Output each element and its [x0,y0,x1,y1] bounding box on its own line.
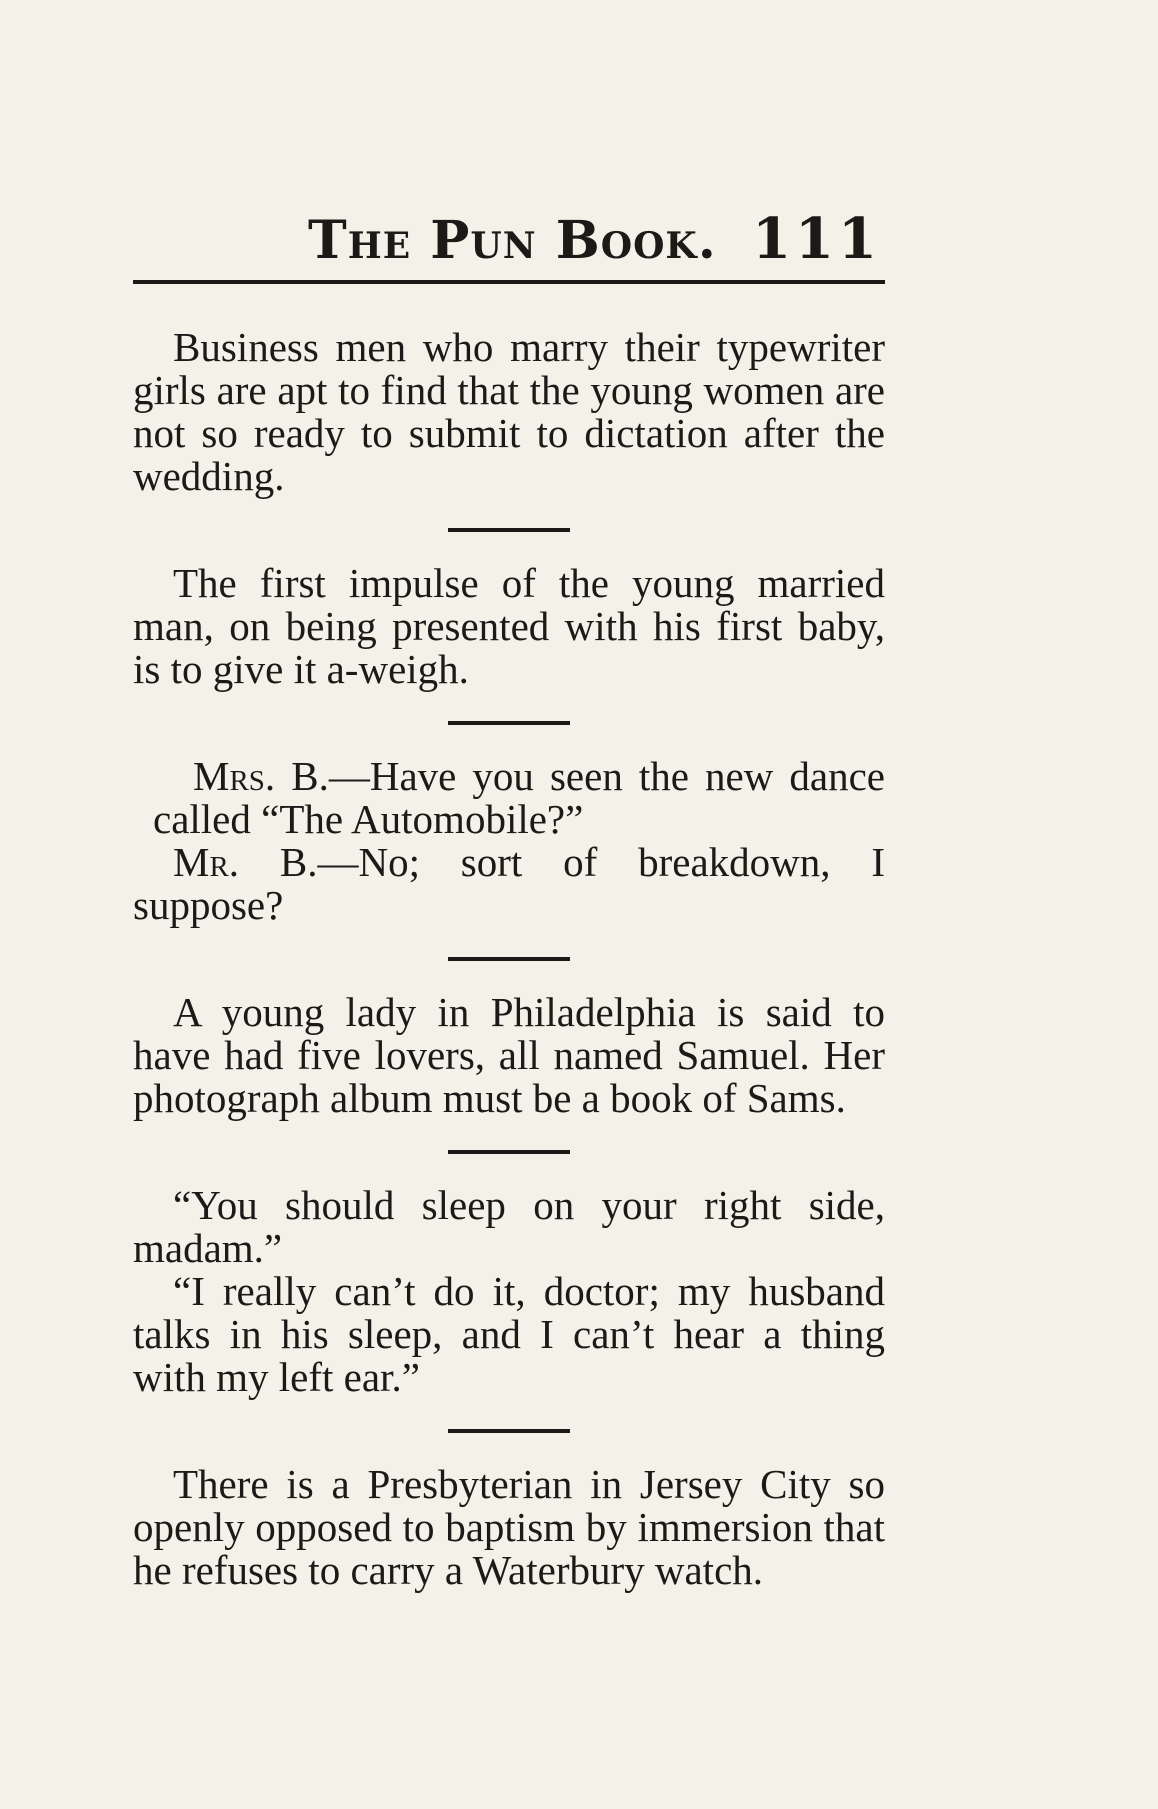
pun-entry-2 [133,562,885,691]
pun-entry-3-dialogue [133,755,885,927]
entry-paragraph: Business men who marry their typewriter girls are apt to find that the young women are not so ready to submit to dictation after the wedding. [133,324,885,499]
speaker-name: Mr. B. [173,839,318,885]
section-divider [448,528,570,532]
entry-paragraph: The first impulse of the young married man, on being presented with his first baby, is to give it a-weigh. [133,560,885,692]
pun-entry-4 [133,991,885,1120]
page-header [133,200,885,284]
section-divider [448,721,570,725]
running-title: The Pun Book. [308,210,717,271]
entry-paragraph: There is a Presbyterian in Jersey City so openly opposed to baptism by immersion that he refuses to carry a Waterbury watch. [133,1461,885,1593]
entry-paragraph: “You should sleep on your right side, madam.” [133,1182,885,1271]
dialogue-text: —No; sort of breakdown, I suppose? [133,839,885,928]
entry-paragraph: A young lady in Philadelphia is said to have had five lovers, all named Samuel. Her photograph album must be a book of Sams. [133,989,885,1121]
section-divider [448,1150,570,1154]
dialogue-line-mrs-b [133,755,885,841]
book-page [133,200,885,1592]
pun-entry-6 [133,1463,885,1592]
speaker-name: Mrs. B. [193,753,329,799]
pun-entry-5 [133,1184,885,1399]
section-divider [448,1429,570,1433]
entry-paragraph: “I really can’t do it, doctor; my husband talks in his sleep, and I can’t hear a thing with my left ear.” [133,1268,885,1400]
dialogue-line-mr-b [133,841,885,927]
page-body [133,284,885,1592]
pun-entry-1 [133,326,885,498]
section-divider [448,957,570,961]
dialogue-text: —Have you seen the new dance called “The Automobile?” [153,753,885,842]
page-number: 111 [752,206,881,272]
